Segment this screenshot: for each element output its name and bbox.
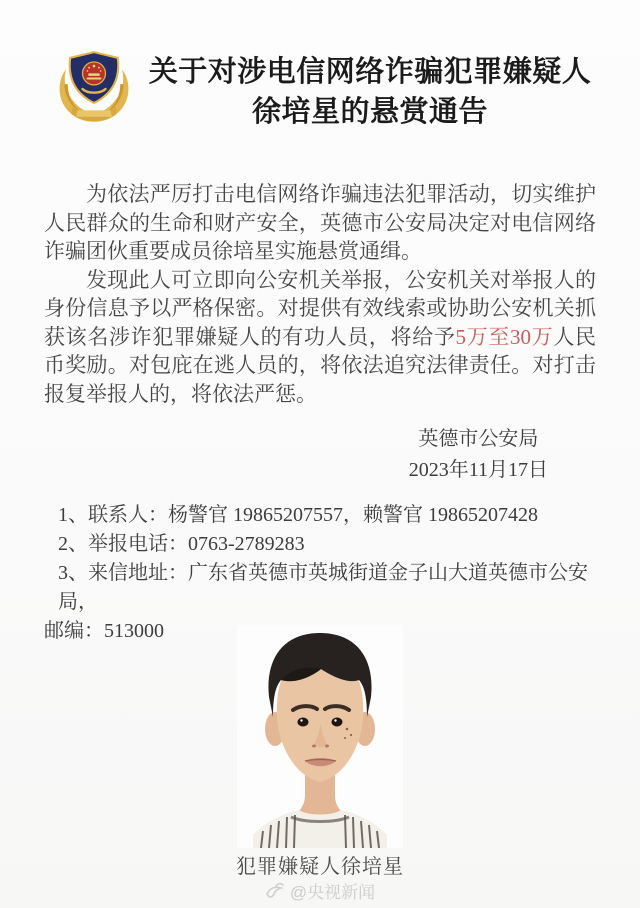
issue-date: 2023年11月17日 <box>408 459 548 481</box>
notice-title-line1: 关于对涉电信网络诈骗犯罪嫌疑人 <box>148 56 592 88</box>
watermark <box>0 878 640 903</box>
suspect-photo <box>237 625 403 848</box>
signature-block <box>409 424 548 486</box>
contact-line-hotline: 2、举报电话：0763-2789283 <box>58 533 305 555</box>
notice-title-line2: 徐培星的悬赏通告 <box>251 96 488 128</box>
cctv-news-logo-icon <box>265 882 285 900</box>
notice-paragraph-1: 为依法严厉打击电信网络诈骗违法犯罪活动，切实维护人民群众的生命和财产安全，英德市公安局决定对电信网络诈骗团伙重要成员徐培星实施悬赏通缉。 <box>44 182 596 263</box>
paragraph-2-lead: 发现此人可立即向公安机关举报，公安机关对举报人的身份信息予以严格保密。对提供有效线索或协助公安机关抓获该名涉诈犯罪嫌疑人的有功人员，将给予 <box>44 267 596 349</box>
contact-line-zipcode: 邮编：513000 <box>44 620 164 642</box>
watermark-text: @央视新闻 <box>289 883 376 902</box>
reward-amount-highlight: 5万至30万 <box>455 324 554 349</box>
photo-caption: 犯罪嫌疑人徐培星 <box>236 856 404 878</box>
contact-line-persons: 1、联系人：杨警官 19865207557，赖警官 19865207428 <box>58 504 538 526</box>
notice-body <box>44 180 596 408</box>
issuing-authority: 英德市公安局 <box>418 428 539 450</box>
notice-title <box>138 52 602 132</box>
notice-paragraph-2 <box>44 266 596 409</box>
police-badge-icon <box>53 48 135 130</box>
contact-line-address: 3、来信地址：广东省英德市英城街道金子山大道英德市公安局， <box>58 562 588 613</box>
paragraph-2-tail: 人民币奖励。对包庇在逃人员的，将依法追究法律责任。对打击报复举报人的，将依法严惩。 <box>44 324 597 406</box>
